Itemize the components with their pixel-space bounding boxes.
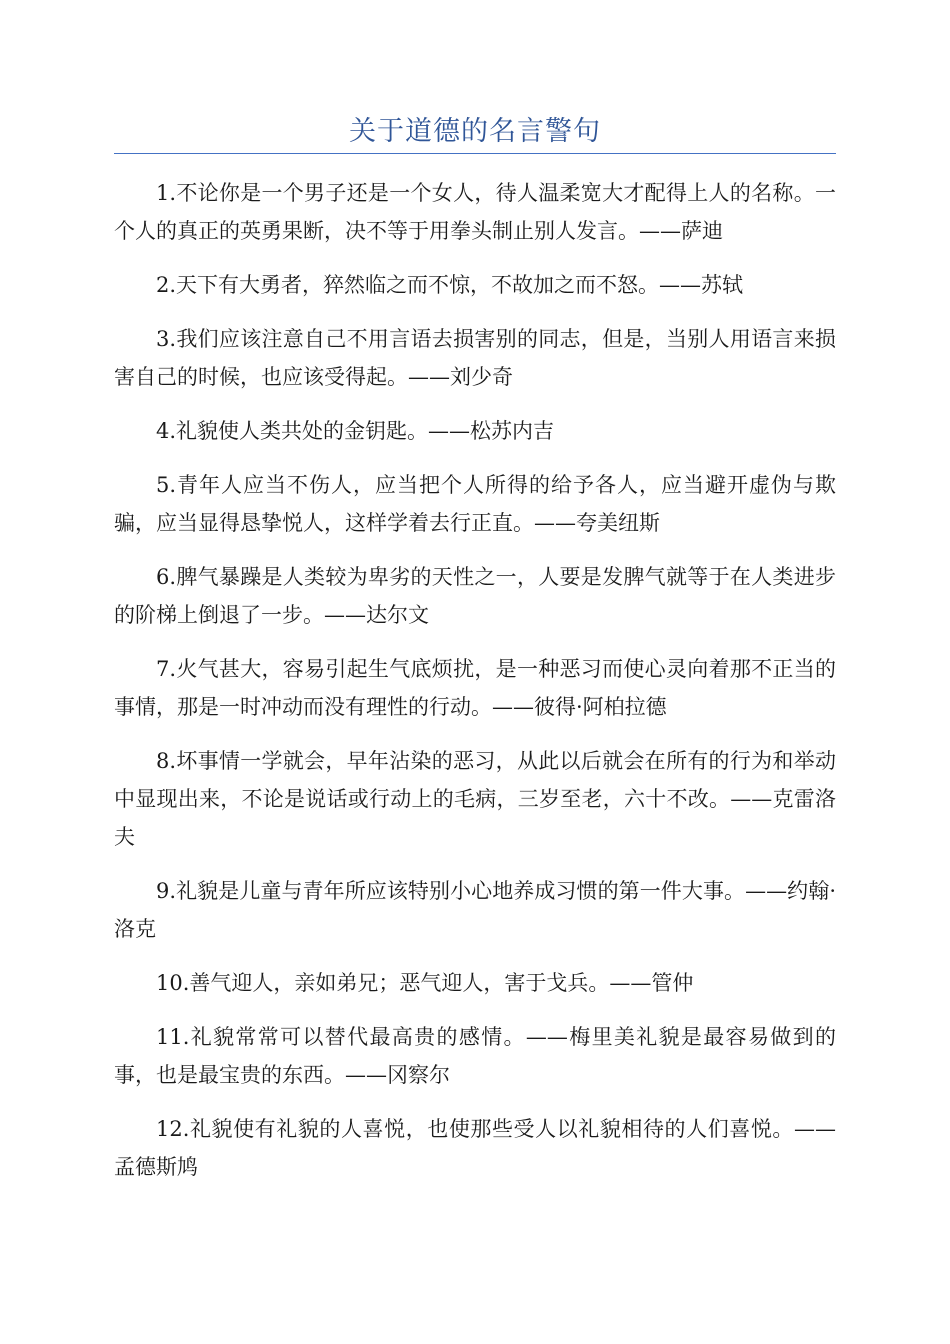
quote-list [114, 174, 836, 1202]
quote-item: 1.不论你是一个男子还是一个女人，待人温柔宽大才配得上人的名称。一个人的真正的英勇果断，决不等于用拳头制止别人发言。——萨迪 [114, 181, 836, 243]
quote-item: 11.礼貌常常可以替代最高贵的感情。——梅里美礼貌是最容易做到的事，也是最宝贵的东西。——冈察尔 [114, 1025, 836, 1087]
title-underline [114, 153, 836, 154]
quote-item: 6.脾气暴躁是人类较为卑劣的天性之一，人要是发脾气就等于在人类进步的阶梯上倒退了一步。——达尔文 [114, 565, 836, 627]
quote-item: 9.礼貌是儿童与青年所应该特别小心地养成习惯的第一件大事。——约翰·洛克 [114, 879, 836, 941]
quote-item: 10.善气迎人，亲如弟兄；恶气迎人，害于戈兵。——管仲 [156, 971, 694, 995]
quote-item: 7.火气甚大，容易引起生气底烦扰，是一种恶习而使心灵向着那不正当的事情，那是一时冲动而没有理性的行动。——彼得·阿柏拉德 [114, 657, 836, 719]
quote-item: 4.礼貌使人类共处的金钥匙。——松苏内吉 [156, 419, 555, 443]
quote-item: 3.我们应该注意自己不用言语去损害别的同志，但是，当别人用语言来损害自己的时候，也应该受得起。——刘少奇 [114, 327, 836, 389]
quote-item: 12.礼貌使有礼貌的人喜悦，也使那些受人以礼貌相待的人们喜悦。——孟德斯鸠 [114, 1117, 836, 1179]
page-title: 关于道德的名言警句 [349, 116, 601, 147]
quote-item: 2.天下有大勇者，猝然临之而不惊，不故加之而不怒。——苏轼 [156, 273, 744, 297]
quote-item: 5.青年人应当不伤人，应当把个人所得的给予各人，应当避开虚伪与欺骗，应当显得恳挚悦人，这样学着去行正直。——夸美纽斯 [114, 473, 836, 535]
document-page [114, 0, 836, 1344]
quote-item: 8.坏事情一学就会，早年沾染的恶习，从此以后就会在所有的行为和举动中显现出来，不论是说话或行动上的毛病，三岁至老，六十不改。——克雷洛夫 [114, 749, 836, 849]
